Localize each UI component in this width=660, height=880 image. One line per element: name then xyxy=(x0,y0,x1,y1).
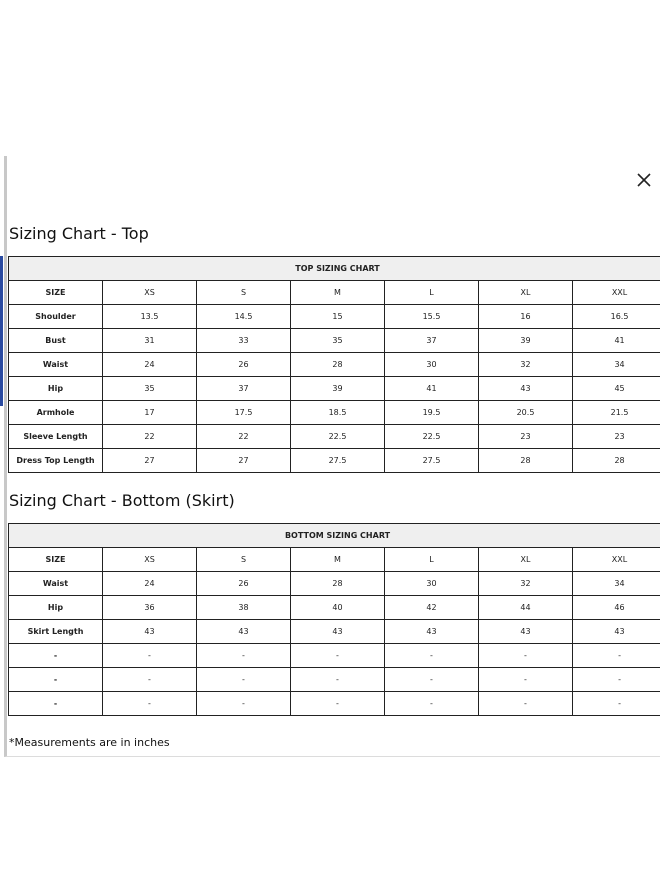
measurement-value-cell: 36 xyxy=(103,596,197,620)
measurement-value-cell: 34 xyxy=(573,353,660,377)
measurement-value-cell: 43 xyxy=(573,620,660,644)
table-row xyxy=(9,425,660,449)
size-column-header: L xyxy=(385,281,479,305)
top-table-title: TOP SIZING CHART xyxy=(9,257,660,281)
measurement-value-cell: 28 xyxy=(573,449,660,473)
top-sizing-table xyxy=(8,256,660,473)
size-column-header: L xyxy=(385,548,479,572)
measurement-value-cell: 16 xyxy=(479,305,573,329)
measurement-value-cell: 39 xyxy=(291,377,385,401)
measurement-value-cell: 43 xyxy=(385,620,479,644)
measurement-value-cell: 44 xyxy=(479,596,573,620)
measurement-value-cell: 41 xyxy=(385,377,479,401)
measurement-value-cell: 37 xyxy=(197,377,291,401)
measurement-name-cell: Skirt Length xyxy=(9,620,103,644)
measurement-value-cell: 28 xyxy=(291,572,385,596)
table-row xyxy=(9,377,660,401)
measurement-value-cell: 28 xyxy=(479,449,573,473)
measurement-value-cell: 24 xyxy=(103,572,197,596)
measurement-value-cell: - xyxy=(573,644,660,668)
measurement-value-cell: - xyxy=(197,692,291,716)
measurement-value-cell: - xyxy=(103,668,197,692)
measurement-value-cell: 35 xyxy=(291,329,385,353)
measurement-value-cell: 42 xyxy=(385,596,479,620)
measurement-value-cell: - xyxy=(479,692,573,716)
measurement-name-cell: - xyxy=(9,668,103,692)
measurement-value-cell: - xyxy=(197,668,291,692)
table-row xyxy=(9,692,660,716)
bottom-sizing-table xyxy=(8,523,660,716)
bottom-table-title: BOTTOM SIZING CHART xyxy=(9,524,660,548)
measurement-value-cell: 43 xyxy=(197,620,291,644)
measurement-value-cell: 26 xyxy=(197,572,291,596)
measurement-value-cell: 27.5 xyxy=(385,449,479,473)
measurement-value-cell: 43 xyxy=(103,620,197,644)
measurement-value-cell: - xyxy=(103,644,197,668)
measurement-value-cell: 27.5 xyxy=(291,449,385,473)
measurement-value-cell: 31 xyxy=(103,329,197,353)
table-row xyxy=(9,353,660,377)
measurement-value-cell: 34 xyxy=(573,572,660,596)
measurement-name-cell: Armhole xyxy=(9,401,103,425)
size-header-row xyxy=(9,281,660,305)
size-column-header: S xyxy=(197,548,291,572)
size-header-row xyxy=(9,548,660,572)
size-column-header: M xyxy=(291,281,385,305)
size-column-header: XXL xyxy=(573,281,660,305)
measurement-value-cell: 23 xyxy=(479,425,573,449)
measurement-value-cell: 37 xyxy=(385,329,479,353)
measurement-value-cell: - xyxy=(291,668,385,692)
measurement-value-cell: 35 xyxy=(103,377,197,401)
measurement-value-cell: 17.5 xyxy=(197,401,291,425)
measurement-value-cell: - xyxy=(573,668,660,692)
measurement-value-cell: 23 xyxy=(573,425,660,449)
measurement-value-cell: 32 xyxy=(479,353,573,377)
measurement-value-cell: 24 xyxy=(103,353,197,377)
measurement-value-cell: 41 xyxy=(573,329,660,353)
measurement-value-cell: - xyxy=(573,692,660,716)
size-label-cell: SIZE xyxy=(9,281,103,305)
measurement-value-cell: 28 xyxy=(291,353,385,377)
measurement-value-cell: 15 xyxy=(291,305,385,329)
measurement-name-cell: Hip xyxy=(9,377,103,401)
table-row xyxy=(9,620,660,644)
measurement-value-cell: - xyxy=(103,692,197,716)
measurement-value-cell: 22.5 xyxy=(291,425,385,449)
measurement-value-cell: 19.5 xyxy=(385,401,479,425)
measurement-value-cell: 22 xyxy=(197,425,291,449)
table-row xyxy=(9,596,660,620)
measurement-name-cell: Shoulder xyxy=(9,305,103,329)
measurement-value-cell: 38 xyxy=(197,596,291,620)
measurement-value-cell: 39 xyxy=(479,329,573,353)
measurement-value-cell: 27 xyxy=(197,449,291,473)
measurement-name-cell: Sleeve Length xyxy=(9,425,103,449)
measurement-value-cell: 18.5 xyxy=(291,401,385,425)
measurement-value-cell: 20.5 xyxy=(479,401,573,425)
measurement-value-cell: - xyxy=(291,692,385,716)
measurement-value-cell: 43 xyxy=(479,377,573,401)
table-row xyxy=(9,305,660,329)
measurement-value-cell: - xyxy=(197,644,291,668)
measurement-value-cell: 33 xyxy=(197,329,291,353)
measurement-name-cell: Dress Top Length xyxy=(9,449,103,473)
measurement-footnote: *Measurements are in inches xyxy=(9,736,170,749)
measurement-value-cell: 40 xyxy=(291,596,385,620)
measurement-value-cell: 22.5 xyxy=(385,425,479,449)
measurement-name-cell: Hip xyxy=(9,596,103,620)
close-button[interactable] xyxy=(634,170,654,190)
measurement-value-cell: - xyxy=(385,668,479,692)
measurement-value-cell: - xyxy=(479,668,573,692)
table-row xyxy=(9,401,660,425)
measurement-name-cell: - xyxy=(9,692,103,716)
background-edge xyxy=(0,256,3,406)
measurement-value-cell: 13.5 xyxy=(103,305,197,329)
size-label-cell: SIZE xyxy=(9,548,103,572)
measurement-value-cell: 14.5 xyxy=(197,305,291,329)
size-column-header: XL xyxy=(479,281,573,305)
measurement-value-cell: 21.5 xyxy=(573,401,660,425)
bottom-chart-heading: Sizing Chart - Bottom (Skirt) xyxy=(9,491,235,510)
size-column-header: XS xyxy=(103,281,197,305)
measurement-name-cell: Bust xyxy=(9,329,103,353)
measurement-name-cell: Waist xyxy=(9,572,103,596)
measurement-value-cell: 45 xyxy=(573,377,660,401)
measurement-value-cell: - xyxy=(291,644,385,668)
measurement-value-cell: 30 xyxy=(385,353,479,377)
measurement-value-cell: 22 xyxy=(103,425,197,449)
size-column-header: M xyxy=(291,548,385,572)
measurement-value-cell: 27 xyxy=(103,449,197,473)
table-row xyxy=(9,449,660,473)
measurement-value-cell: - xyxy=(479,644,573,668)
measurement-value-cell: 26 xyxy=(197,353,291,377)
size-column-header: S xyxy=(197,281,291,305)
size-column-header: XXL xyxy=(573,548,660,572)
table-row xyxy=(9,668,660,692)
measurement-value-cell: 16.5 xyxy=(573,305,660,329)
table-row xyxy=(9,329,660,353)
size-column-header: XL xyxy=(479,548,573,572)
table-row xyxy=(9,572,660,596)
measurement-value-cell: - xyxy=(385,692,479,716)
measurement-value-cell: 32 xyxy=(479,572,573,596)
measurement-name-cell: - xyxy=(9,644,103,668)
measurement-value-cell: 17 xyxy=(103,401,197,425)
measurement-name-cell: Waist xyxy=(9,353,103,377)
measurement-value-cell: - xyxy=(385,644,479,668)
close-icon xyxy=(634,170,654,190)
measurement-value-cell: 43 xyxy=(479,620,573,644)
top-chart-heading: Sizing Chart - Top xyxy=(9,224,149,243)
measurement-value-cell: 43 xyxy=(291,620,385,644)
table-row xyxy=(9,644,660,668)
measurement-value-cell: 30 xyxy=(385,572,479,596)
size-column-header: XS xyxy=(103,548,197,572)
measurement-value-cell: 15.5 xyxy=(385,305,479,329)
measurement-value-cell: 46 xyxy=(573,596,660,620)
